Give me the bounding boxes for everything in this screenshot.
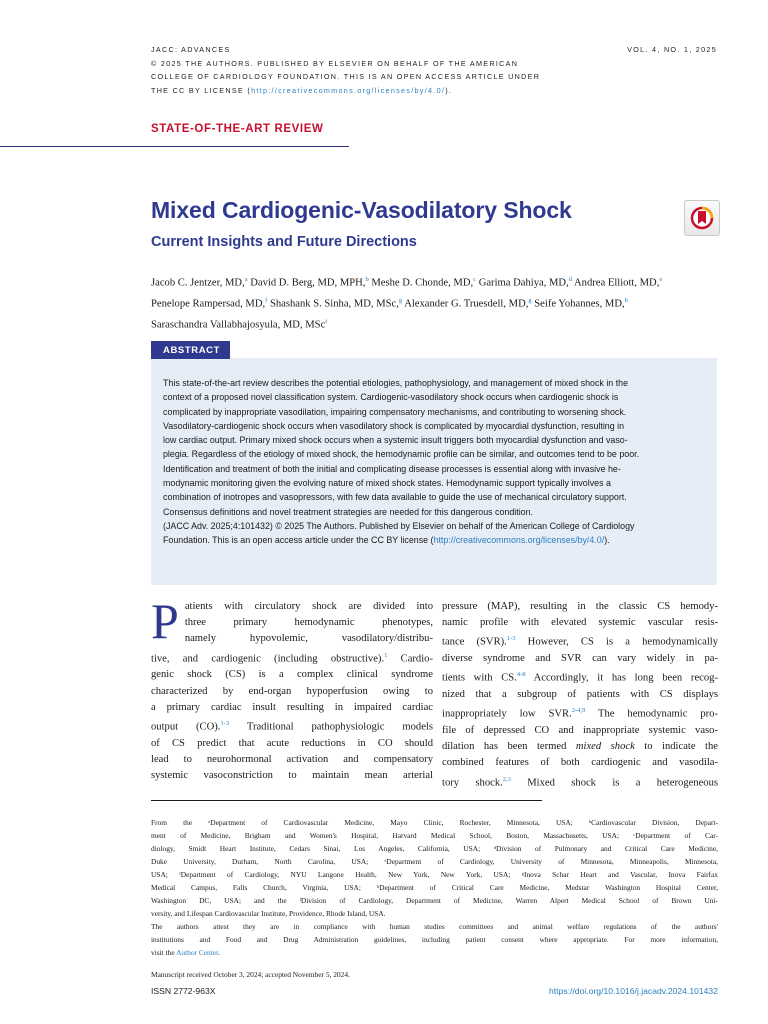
citation[interactable]: 4-8 bbox=[516, 671, 526, 679]
abstract-line: context of a proposed novel classification system. Cardiogenic-vasodilatory shock occurs when cardiogenic shock is bbox=[163, 392, 619, 403]
bookmark-icon bbox=[685, 201, 719, 235]
abstract-license-line: Foundation. This is an open access article under the CC BY license (http://creativecommons.org/licenses/by/4.0/). bbox=[163, 535, 610, 546]
abstract-line: Vasodilatory-cardiogenic shock occurs when vasodilatory shock is complicated by myocardial dysfunction, resulting in bbox=[163, 420, 625, 431]
author-name: Penelope Rampersad, MD, bbox=[151, 298, 266, 310]
affiliation-line: Duke University, Durham, North Carolina, USA; ᵉDepartment of Cardiology, University of Minnesota, Minneapolis, Minnesota, bbox=[151, 857, 718, 866]
affiliation-line: From the ᵃDepartment of Cardiovascular Medicine, Mayo Clinic, Rochester, Minnesota, USA; ᵇCardiovascular Division, Depart- bbox=[151, 818, 718, 827]
body-line: namely hypovolemic, vasodilatory/distribu- bbox=[184, 633, 433, 645]
author-line-2 bbox=[151, 292, 751, 313]
volume-info: VOL. 4, NO. 1, 2025 bbox=[627, 45, 717, 54]
body-line: file of depressed CO and inappropriate systemic vaso- bbox=[442, 725, 718, 737]
affiliation-line: versity, and Lifespan Cardiovascular Institute, Providence, Rhode Island, USA. bbox=[151, 909, 386, 918]
author-name: Seife Yohannes, MD, bbox=[531, 298, 625, 310]
affiliation-marker[interactable]: d bbox=[568, 276, 572, 283]
abstract-tag: ABSTRACT bbox=[151, 341, 230, 359]
author-name: Saraschandra Vallabhajosyula, MD, MSc bbox=[151, 319, 326, 331]
body-line: dilation has been termed mixed shock to indicate the bbox=[442, 741, 718, 753]
citation[interactable]: 2,3 bbox=[502, 775, 511, 783]
copyright-line-1: © 2025 THE AUTHORS. PUBLISHED BY ELSEVIER ON BEHALF OF THE AMERICAN bbox=[151, 58, 519, 68]
author-name: Andrea Elliott, MD, bbox=[571, 277, 660, 289]
body-line: inappropriately low SVR.$^{2-4,9}$ The hemodynamic pro- bbox=[442, 707, 718, 720]
abstract-line: This state-of-the-art review describes the potential etiologies, pathophysiology, and management of mixed shock in the bbox=[163, 378, 629, 388]
body-line: pressure (MAP), resulting in the classic CS hemody- bbox=[442, 601, 718, 612]
issn: ISSN 2772-963X bbox=[151, 986, 216, 996]
attestation-line: institutions and Food and Drug Administration guidelines, including patient consent where appropriate. For more information, bbox=[151, 935, 718, 944]
check-for-updates-badge[interactable] bbox=[684, 200, 720, 236]
body-line: lead to neurohormonal activation and compensatory bbox=[151, 753, 433, 765]
citation[interactable]: 1-3 bbox=[506, 635, 516, 643]
author-name: Alexander G. Truesdell, MD, bbox=[402, 298, 529, 310]
affiliation-line: USA; ᶠDepartment of Cardiology, NYU Langone Health, New York, New York, USA; ᵍInova Schar Heart and Vascular, Inova Fairfax bbox=[151, 870, 718, 879]
copyright-line-2: COLLEGE OF CARDIOLOGY FOUNDATION. THIS IS AN OPEN ACCESS ARTICLE UNDER bbox=[151, 72, 541, 81]
citation[interactable]: 2-4,9 bbox=[571, 707, 586, 715]
affiliation-marker[interactable]: e bbox=[659, 276, 663, 283]
abstract-license-link[interactable]: http://creativecommons.org/licenses/by/4.0/ bbox=[433, 535, 605, 546]
abstract-line: combination of inotropes and vasopressors, with few data available to guide the use of mechanical circulatory support. bbox=[163, 492, 627, 503]
body-line: of CS predict that acute reductions in CO should bbox=[151, 737, 433, 749]
body-line: a primary cardiac insult resulting in impaired cardiac bbox=[151, 701, 433, 713]
journal-name: JACC: ADVANCES bbox=[151, 45, 231, 54]
author-name: Jacob C. Jentzer, MD, bbox=[151, 277, 245, 289]
body-line: nized that a subgroup of patients with CS displays bbox=[442, 689, 718, 701]
author-list bbox=[151, 271, 751, 334]
footnote-rule bbox=[151, 800, 542, 801]
body-line: systemic vasoconstriction to maintain mean arterial bbox=[151, 770, 433, 782]
affiliation-marker[interactable]: i bbox=[325, 318, 328, 326]
doi-link[interactable]: https://doi.org/10.1016/j.jacadv.2024.101432 bbox=[549, 986, 718, 996]
body-line: tance (SVR).$^{1-3}$ However, CS is a hemodynamically bbox=[442, 635, 718, 648]
abstract-line: (JACC Adv. 2025;4:101432) © 2025 The Authors. Published by Elsevier on behalf of the American College of Cardiology bbox=[163, 520, 635, 531]
abstract-line: low cardiac output. Primary mixed shock occurs when a systemic insult triggers both myocardial dysfunction and vaso- bbox=[163, 435, 628, 446]
author-line-3 bbox=[151, 313, 751, 334]
affiliation-marker[interactable]: g bbox=[528, 297, 532, 305]
affiliation-line: Washington DC, USA; and the ⁱDivision of Cardiology, Department of Medicine, Warren Alpert Medical School of Brown Uni- bbox=[151, 896, 718, 905]
citation[interactable]: 1 bbox=[384, 651, 388, 659]
attestation-line: The authors attest they are in compliance with human studies committees and animal welfare regulations of the authors' bbox=[151, 922, 718, 931]
affiliation-marker[interactable]: h bbox=[624, 297, 628, 305]
body-line: atients with circulatory shock are divided into bbox=[184, 601, 433, 612]
abstract-line: Identification and treatment of both the initial and complicating disease processes is essential along with invasive he- bbox=[163, 463, 621, 474]
body-line: characterized by end-organ hypoperfusion owing to bbox=[151, 685, 433, 697]
body-line: combined features of both cardiogenic and vasodila- bbox=[442, 757, 718, 769]
body-right-column bbox=[442, 599, 718, 791]
affiliation-marker[interactable]: g bbox=[398, 297, 403, 305]
article-subtitle: Current Insights and Future Directions bbox=[151, 234, 417, 250]
visit-line: visit the Author Center. bbox=[151, 948, 220, 957]
body-line: three primary hemodynamic phenotypes, bbox=[184, 617, 433, 629]
abstract-line: Consensus definitions and novel treatment strategies are needed for this dangerous condition. bbox=[163, 506, 534, 517]
affiliation-marker[interactable]: c bbox=[473, 276, 477, 283]
body-line: tory shock.$^{2,3}$ Mixed shock is a heterogeneous bbox=[442, 775, 718, 789]
abstract-line: complicated by inappropriate vasodilation, impairing compensatory mechanisms, and contributing to worsening shock. bbox=[163, 406, 627, 417]
author-name: Meshe D. Chonde, MD, bbox=[368, 277, 474, 289]
author-line-1 bbox=[151, 271, 751, 292]
body-line: namic profile with elevated systemic vascular resis- bbox=[442, 617, 718, 629]
section-rule bbox=[0, 146, 349, 147]
drop-cap: P bbox=[151, 593, 179, 649]
abstract-text bbox=[163, 376, 708, 548]
affiliation-marker[interactable]: f bbox=[265, 297, 268, 305]
body-line: output (CO).$^{1-3}$ Traditional pathophysiologic models bbox=[151, 719, 433, 733]
manuscript-dates: Manuscript received October 3, 2024; accepted November 5, 2024. bbox=[151, 970, 350, 979]
affiliation-line: Medical Campus, Falls Church, Virginia, USA; ʰDepartment of Critical Care Medicine, Medstar Washington Hospital Center, bbox=[151, 883, 718, 892]
body-left-column bbox=[151, 593, 433, 784]
author-name: Garima Dahiya, MD, bbox=[476, 277, 569, 289]
author-name: Shashank S. Sinha, MD, MSc, bbox=[267, 298, 399, 310]
author-name: David D. Berg, MD, MPH, bbox=[247, 277, 366, 289]
license-link[interactable]: http://creativecommons.org/licenses/by/4.0/ bbox=[251, 85, 446, 95]
article-title: Mixed Cardiogenic-Vasodilatory Shock bbox=[151, 197, 572, 223]
body-line: tients with CS.$^{4-8}$ Accordingly, it has long been recog- bbox=[442, 671, 718, 684]
body-line: diverse syndrome and SVR can vary widely in pa- bbox=[442, 653, 718, 665]
citation[interactable]: 1-3 bbox=[220, 719, 230, 727]
affiliation-line: diology, Smidt Heart Institute, Cedars Sinai, Los Angeles, California, USA; ᵈDivision of Pulmonary and Critical Care Medicine, bbox=[151, 844, 718, 853]
affiliation-line: ment of Medicine, Brigham and Women's Hospital, Harvard Medical School, Boston, Massachusetts, USA; ᶜDepartment of Car- bbox=[151, 831, 718, 840]
footnotes bbox=[151, 816, 718, 981]
abstract-line: modynamic monitoring given the evolving nature of mixed shock states. Hemodynamic support typically involves a bbox=[163, 478, 611, 489]
section-label: STATE-OF-THE-ART REVIEW bbox=[151, 123, 324, 135]
abstract-line: plegia. Regardless of the etiology of mixed shock, the hemodynamic profile can be similar, and outcomes tend to be poor. bbox=[163, 449, 640, 460]
body-line: genic shock (CS) is a complex clinical syndrome bbox=[151, 669, 433, 681]
body-line: tive, and cardiogenic (including obstructive).$^1$ Cardio- bbox=[151, 651, 433, 665]
author-center-link[interactable]: Author Center bbox=[176, 948, 219, 957]
affiliation-marker[interactable]: a bbox=[244, 276, 248, 283]
copyright-line-3: THE CC BY LICENSE (http://creativecommons.org/licenses/by/4.0/). bbox=[151, 85, 453, 95]
affiliation-marker[interactable]: b bbox=[365, 276, 369, 283]
